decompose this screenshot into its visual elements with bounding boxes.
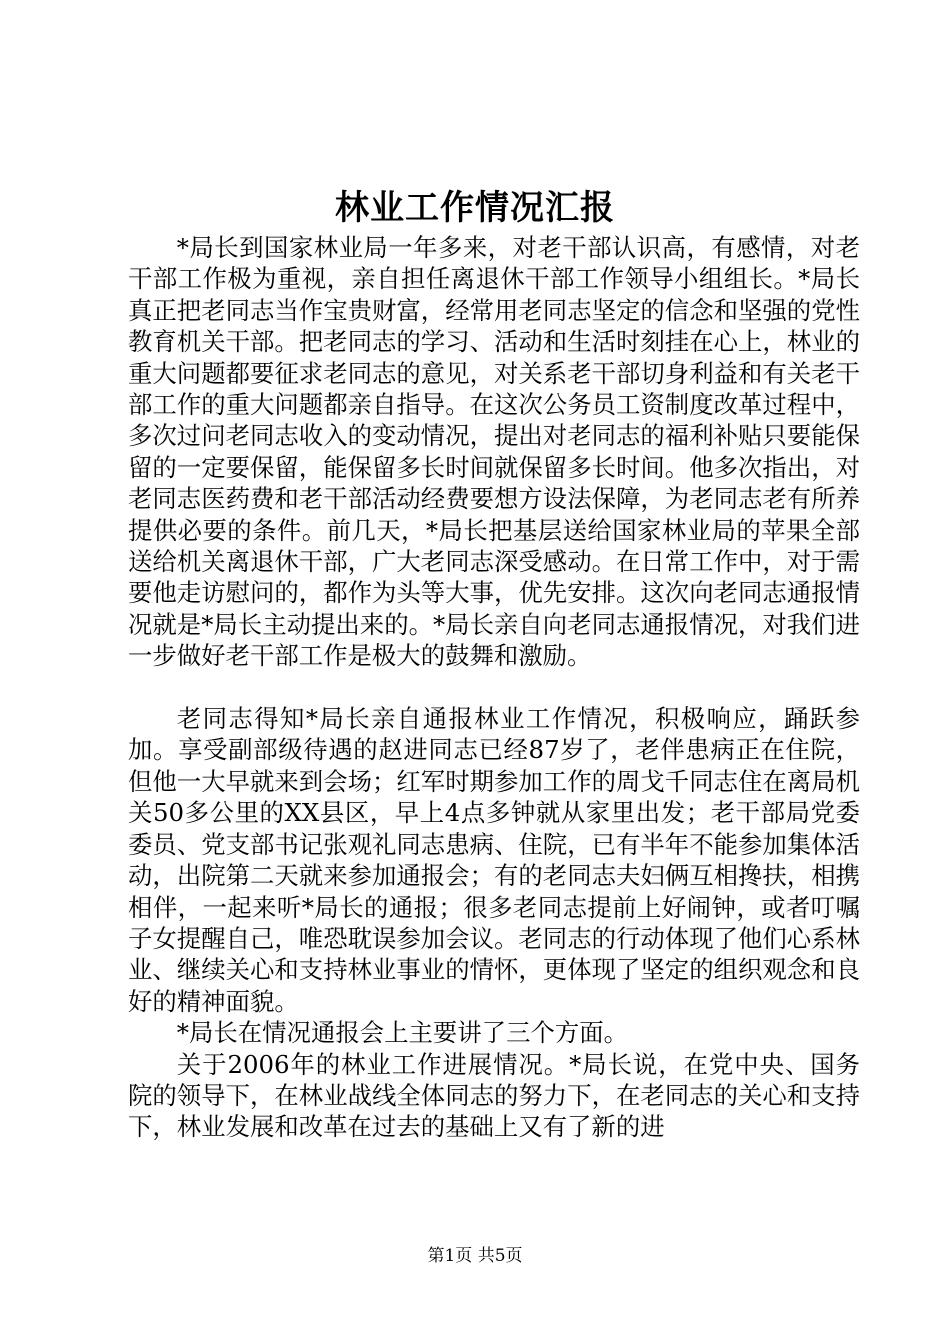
paragraph-3: *局长在情况通报会上主要讲了三个方面。: [176, 1018, 629, 1048]
paragraph-4: 关于2006年的林业工作进展情况。*局长说，在党中央、国务院的领导下，在林业战线全体同志的努力下，在老同志的关心和支持下，林业发展和改革在过去的基础上又有了新的进: [128, 1049, 860, 1142]
document-body: [128, 232, 860, 1143]
page-number-footer: 第1页 共5页: [427, 1246, 523, 1266]
paragraph-1: *局长到国家林业局一年多来，对老干部认识高，有感情，对老干部工作极为重视，亲自担任离退休干部工作领导小组组长。*局长真正把老同志当作宝贵财富，经常用老同志坚定的信念和坚强的党性教育机关干部。把老同志的学习、活动和生活时刻挂在心上，林业的重大问题都要征求老同志的意见，对关系老干部切身利益和有关老干部工作的重大问题都亲自指导。在这次公务员工资制度改革过程中，多次过问老同志收入的变动情况，提出对老同志的福利补贴只要能保留的一定要保留，能保留多长时间就保留多长时间。他多次指出，对老同志医药费和老干部活动经费要想方设法保障，为老同志老有所养提供必要的条件。前几天，*局长把基层送给国家林业局的苹果全部送给机关离退休干部，广大老同志深受感动。在日常工作中，对于需要他走访慰问的，都作为头等大事，优先安排。这次向老同志通报情况就是*局长主动提出来的。*局长亲自向老同志通报情况，对我们进一步做好老干部工作是极大的鼓舞和激励。: [128, 233, 860, 671]
document-title: 林业工作情况汇报: [335, 188, 615, 228]
paragraph-2: 老同志得知*局长亲自通报林业工作情况，积极响应，踊跃参加。享受副部级待遇的赵进同志已经87岁了，老伴患病正在住院，但他一大早就来到会场；红军时期参加工作的周戈千同志住在离局机关50多公里的XX县区，早上4点多钟就从家里出发；老干部局党委委员、党支部书记张观礼同志患病、住院，已有半年不能参加集体活动，出院第二天就来参加通报会；有的老同志夫妇俩互相搀扶，相携相伴，一起来听*局长的通报；很多老同志提前上好闹钟，或者叮嘱子女提醒自己，唯恐耽误参加会议。老同志的行动体现了他们心系林业、继续关心和支持林业事业的情怀，更体现了坚定的组织观念和良好的精神面貌。: [128, 704, 860, 1016]
